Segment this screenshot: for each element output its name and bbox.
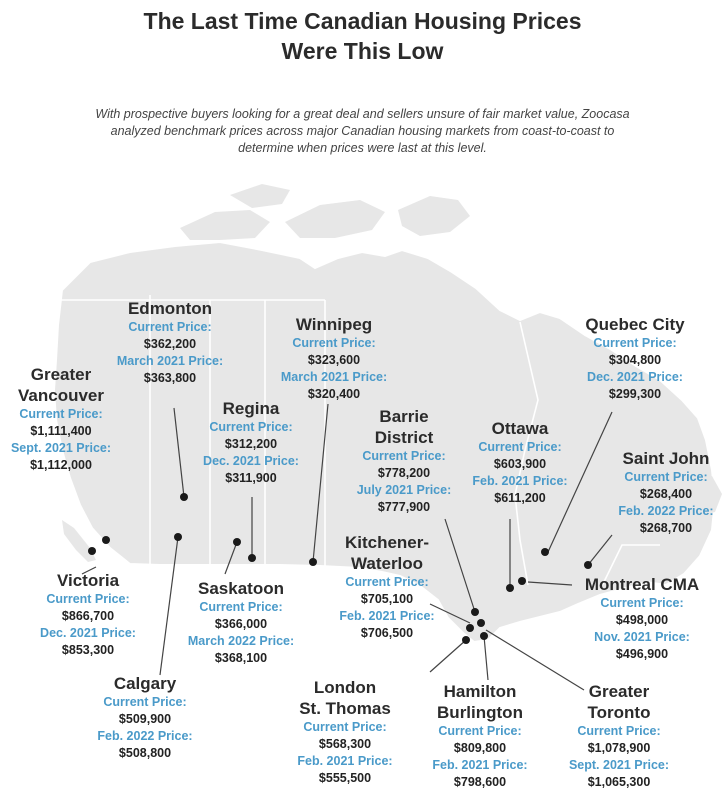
- current-price-label: Current Price:: [46, 592, 130, 606]
- current-price: $323,600: [307, 353, 361, 367]
- city-name: Saint John: [622, 449, 710, 468]
- current-price-label: Current Price:: [19, 407, 103, 421]
- city-name-line-2: District: [374, 428, 434, 447]
- marker-quebec: [541, 548, 549, 556]
- title-line-1: The Last Time Canadian Housing Prices: [143, 8, 582, 34]
- past-price-label: July 2021 Price:: [356, 483, 452, 497]
- past-price: $320,400: [307, 387, 361, 401]
- marker-calgary: [174, 533, 182, 541]
- city-kitchener: [322, 532, 452, 642]
- past-price-label: Nov. 2021 Price:: [594, 630, 690, 644]
- city-name-line-1: London: [313, 678, 377, 697]
- city-name-line-2: Toronto: [587, 703, 651, 722]
- marker-regina: [248, 554, 256, 562]
- past-price-label: Dec. 2021 Price:: [203, 454, 299, 468]
- current-price-label: Current Price:: [362, 449, 446, 463]
- arctic-island-1: [180, 210, 270, 240]
- marker-victoria: [88, 547, 96, 555]
- past-price-label: March 2021 Price:: [280, 370, 388, 384]
- past-price-label: Sept. 2021 Price:: [10, 441, 112, 455]
- marker-edmonton: [180, 493, 188, 501]
- current-price: $809,800: [453, 741, 507, 755]
- current-price-label: Current Price:: [624, 470, 708, 484]
- past-price-label: March 2022 Price:: [187, 634, 295, 648]
- marker-vancouver: [102, 536, 110, 544]
- past-price-label: Dec. 2021 Price:: [40, 626, 136, 640]
- current-price-label: Current Price:: [199, 600, 283, 614]
- city-name: Victoria: [56, 571, 120, 590]
- city-barrie: [348, 406, 460, 516]
- past-price: $1,112,000: [30, 458, 92, 472]
- city-name-line-2: Vancouver: [18, 386, 104, 405]
- past-price: $706,500: [360, 626, 414, 640]
- past-price: $363,800: [143, 371, 197, 385]
- marker-hamilton: [480, 632, 488, 640]
- current-price: $366,000: [214, 617, 268, 631]
- city-name: Montreal CMA: [584, 575, 700, 594]
- current-price-label: Current Price:: [478, 440, 562, 454]
- past-price-label: Feb. 2021 Price:: [339, 609, 435, 623]
- past-price-label: Dec. 2021 Price:: [587, 370, 683, 384]
- past-price-label: Feb. 2021 Price:: [432, 758, 528, 772]
- current-price: $362,200: [143, 337, 197, 351]
- current-price-label: Current Price:: [593, 336, 677, 350]
- current-price: $568,300: [318, 737, 372, 751]
- marker-london: [462, 636, 470, 644]
- current-price: $778,200: [377, 466, 431, 480]
- city-montreal: [572, 574, 712, 663]
- current-price-label: Current Price:: [303, 720, 387, 734]
- city-toronto: [556, 681, 682, 791]
- past-price: $1,065,300: [587, 775, 651, 789]
- past-price-label: Feb. 2022 Price:: [618, 504, 714, 518]
- current-price-label: Current Price:: [128, 320, 212, 334]
- subtitle-line-2: analyzed benchmark prices across major Canadian housing markets from coast-to-coast to: [110, 124, 615, 138]
- city-winnipeg: [254, 314, 414, 403]
- current-price: $866,700: [61, 609, 115, 623]
- past-price: $853,300: [61, 643, 115, 657]
- marker-ottawa: [506, 584, 514, 592]
- marker-montreal: [518, 577, 526, 585]
- past-price: $496,900: [615, 647, 669, 661]
- subtitle-line-3: determine when prices were last at this level.: [238, 141, 487, 155]
- arctic-island-3: [398, 196, 470, 236]
- city-name-line-2: Burlington: [437, 703, 523, 722]
- city-name: Saskatoon: [198, 579, 284, 598]
- past-price: $268,700: [639, 521, 693, 535]
- city-name: Quebec City: [585, 315, 685, 334]
- past-price: $798,600: [453, 775, 507, 789]
- arctic-island-2: [285, 200, 385, 238]
- city-name-line-1: Kitchener-: [344, 533, 430, 552]
- current-price: $1,078,900: [587, 741, 651, 755]
- subtitle-line-1: With prospective buyers looking for a great deal and sellers unsure of fair market value, Zoocasa: [95, 107, 630, 121]
- current-price: $498,000: [615, 613, 669, 627]
- past-price: $508,800: [118, 746, 172, 760]
- current-price: $268,400: [639, 487, 693, 501]
- current-price-label: Current Price:: [345, 575, 429, 589]
- past-price-label: Feb. 2022 Price:: [97, 729, 193, 743]
- title-line-2: Were This Low: [281, 38, 444, 64]
- city-name: Ottawa: [491, 419, 549, 438]
- city-vancouver: [0, 364, 122, 474]
- city-ottawa: [458, 418, 582, 507]
- city-regina: [176, 398, 326, 487]
- city-name-line-1: Greater: [30, 365, 92, 384]
- current-price: $1,111,400: [30, 424, 92, 438]
- current-price-label: Current Price:: [600, 596, 684, 610]
- marker-barrie: [471, 608, 479, 616]
- marker-kitchener: [466, 624, 474, 632]
- current-price-label: Current Price:: [292, 336, 376, 350]
- city-saskatoon: [166, 578, 316, 667]
- city-calgary: [85, 673, 205, 762]
- city-name-line-1: Barrie: [379, 407, 429, 426]
- city-name: Calgary: [113, 674, 177, 693]
- current-price: $603,900: [493, 457, 547, 471]
- city-quebec: [555, 314, 715, 403]
- city-name: Winnipeg: [295, 315, 373, 334]
- city-name-line-1: Greater: [588, 682, 650, 701]
- current-price: $304,800: [608, 353, 662, 367]
- past-price: $555,500: [318, 771, 372, 785]
- current-price: $312,200: [224, 437, 278, 451]
- arctic-island-4: [230, 184, 290, 208]
- city-name-line-1: Hamilton: [443, 682, 517, 701]
- past-price-label: March 2021 Price:: [116, 354, 224, 368]
- city-hamilton: [420, 681, 540, 791]
- marker-saintjohn: [584, 561, 592, 569]
- current-price: $705,100: [360, 592, 414, 606]
- past-price-label: Feb. 2021 Price:: [297, 754, 393, 768]
- past-price: $311,900: [225, 471, 277, 485]
- marker-toronto: [477, 619, 485, 627]
- past-price: $777,900: [377, 500, 431, 514]
- city-london: [283, 677, 407, 787]
- marker-saskatoon: [233, 538, 241, 546]
- city-name: Regina: [222, 399, 280, 418]
- current-price: $509,900: [118, 712, 172, 726]
- past-price-label: Sept. 2021 Price:: [568, 758, 670, 772]
- current-price-label: Current Price:: [103, 695, 187, 709]
- city-name-line-2: St. Thomas: [299, 699, 391, 718]
- past-price: $611,200: [494, 491, 546, 505]
- past-price: $368,100: [214, 651, 268, 665]
- city-name: Edmonton: [127, 299, 213, 318]
- current-price-label: Current Price:: [577, 724, 661, 738]
- current-price-label: Current Price:: [438, 724, 522, 738]
- current-price-label: Current Price:: [209, 420, 293, 434]
- past-price-label: Feb. 2021 Price:: [472, 474, 568, 488]
- city-victoria: [28, 570, 148, 659]
- city-saintjohn: [608, 448, 724, 537]
- marker-winnipeg: [309, 558, 317, 566]
- past-price: $299,300: [608, 387, 662, 401]
- city-name-line-2: Waterloo: [350, 554, 424, 573]
